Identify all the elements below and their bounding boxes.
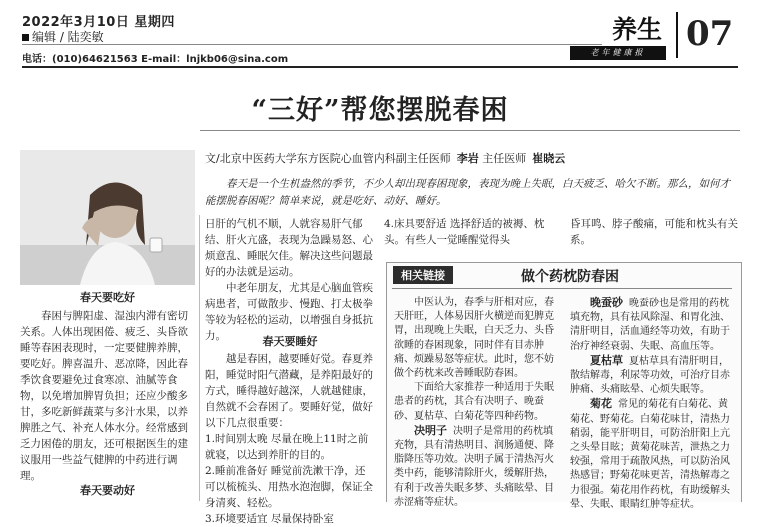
paragraph: 中医认为，春季与肝相对应，春天肝旺，人体易因肝火横逆而犯脾克胃，出现晚上失眠，白天乏力、头昏欲睡的春困现象，同时伴有目赤肿痛、烦躁易怒等症状。此时，您不妨做个药枕来改善睡眠防春困。 xyxy=(394,297,554,380)
herb-name: 菊花 xyxy=(590,397,612,411)
byline-mid: 主任医师 xyxy=(482,152,527,165)
related-link-tag: 相关链接 xyxy=(393,266,453,284)
herb-description: 夏枯草具有清肝明目，散结解毒，利尿等功效，可治疗目赤肿痛、头痛眩晕、心烦失眠等。 xyxy=(570,355,730,396)
issue-date: 2022年3月10日 星期四 xyxy=(22,15,175,30)
author-name-2: 崔晓云 xyxy=(532,152,566,165)
list-item: 2.睡前准备好 睡觉前洗漱干净，还可以梳梳头、用热水泡泡脚，保证全身清爽、轻松。 xyxy=(205,465,373,509)
header-divider xyxy=(22,44,602,45)
sidebar-title: 做个药枕防春困 xyxy=(521,269,619,285)
paragraph xyxy=(570,296,736,354)
square-bullet-icon xyxy=(22,34,29,41)
paragraph: 下面给大家推荐一种适用于失眠患者的药枕，其合有决明子、晚蚕砂、夏枯草、白菊花等四种药物。 xyxy=(394,382,554,422)
lead-paragraph: 春天是一个生机盎然的季节，不少人却出现春困现象，表现为晚上失眠，白天疲乏、哈欠不断。那么，如何才能摆脱春困呢？简单来说，就是吃好、动好、睡好。 xyxy=(205,178,730,207)
column-4-body xyxy=(570,216,740,248)
list-item: 3.环境要适宜 尽量保持卧室 xyxy=(205,513,334,525)
column-2-body xyxy=(205,216,375,344)
herb-name: 决明子 xyxy=(414,423,447,437)
article-photo xyxy=(20,150,195,285)
paragraph xyxy=(570,354,736,398)
article-title: “三好”帮您摆脱春困 xyxy=(251,95,509,126)
paragraph: 越是春困，越要睡好觉。春夏养阳，睡觉时阳气潜藏，是养阳最好的方式，睡得越好越深，人就越健康，自然就不会春困了。要睡好觉，做好以下几点很重要： xyxy=(205,353,373,429)
editor-line xyxy=(22,28,104,45)
heading-exercise-well: 春天要动好 xyxy=(80,484,135,497)
herb-name: 夏枯草 xyxy=(590,353,623,367)
herb-description: 决明子是常用的药枕填充物，具有清热明目、润肠通便、降脂降压等功效。决明子属于清热泻火类中药，能够清除肝火，缓解肝热，有利于改善失眠多梦、头痛眩晕、目赤涩痛等症状。 xyxy=(394,425,554,508)
paragraph xyxy=(394,424,560,510)
paragraph xyxy=(570,397,736,512)
section-subtitle: 老年健康报 xyxy=(570,46,666,60)
list-item: 1.时间别太晚 尽量在晚上11时之前就寝，以达到养肝的目的。 xyxy=(205,433,369,461)
section-name: 养生 xyxy=(611,15,662,44)
list-item: 4.床具要舒适 选择舒适的被褥、枕头。有些人一觉睡醒觉得头 xyxy=(384,218,545,246)
paragraph: 昏耳鸣、脖子酸痛，可能和枕头有关系。 xyxy=(570,218,738,246)
paragraph: 中老年朋友，尤其是心脑血管疾病患者，可做散步、慢跑、打太极拳等较为轻松的运动，以增强自身抵抗力。 xyxy=(205,282,373,342)
byline-prefix: 文/北京中医药大学东方医院心血管内科副主任医师 xyxy=(205,152,451,165)
editor-name: 编辑 / 陆奕敏 xyxy=(32,30,104,44)
section-brand xyxy=(570,10,670,58)
title-divider xyxy=(200,130,740,131)
byline xyxy=(205,150,565,166)
sidebar-right-column xyxy=(570,296,736,512)
paragraph: 日肝的气机不顺，人就容易肝气郁结、肝火亢盛，表现为急躁易怒、心烦意乱、睡眠欠佳。解决这些问题最好的办法就是运动。 xyxy=(205,218,373,278)
sidebar-divider xyxy=(392,288,732,289)
herb-description: 常见的菊花有白菊花、黄菊花、野菊花。白菊花味甘，清热力稍弱，能平肝明目，可防治肝阳上亢之头晕目眩；黄菊花味苦，泄热之力较强，常用于疏散风热，可以防治风热感冒；野菊花味更苦，清热解毒之力很强。菊花用作药枕，有助缓解头晕、失眠、眼睛红肿等症状。 xyxy=(570,399,730,510)
column-divider xyxy=(199,215,200,501)
column-3-body xyxy=(384,216,559,248)
page-number-box xyxy=(676,12,738,58)
heading-eat-well: 春天要吃好 xyxy=(80,291,135,304)
column-1-body xyxy=(20,308,195,484)
sidebar-left-column xyxy=(394,296,560,510)
contact-line: 电话：(010)64621563 E-mail：lnjkb06@sina.com xyxy=(22,54,289,65)
herb-name: 晚蚕砂 xyxy=(590,296,623,309)
heading-sleep-well: 春天要睡好 xyxy=(262,335,318,348)
paragraph: 春困与脾阳虚、湿浊内滞有密切关系。人体出现困倦、疲乏、头昏欲睡等春困表现时，一定要健脾养脾，要吃好。脾喜温升、恶凉降，因此春季饮食要避免过食寒凉、油腻等食物，以免增加脾胃负担；还应少酸多甘，多吃新鲜蔬菜与多汁水果，以养脾胜之气、补充人体水分。经常感到乏力困倦的朋友，还可根据医生的建议服用一些益气健脾的中药进行调理。 xyxy=(20,310,188,482)
page-number: 07 xyxy=(686,14,734,54)
header-rule xyxy=(22,66,738,68)
herb-description: 晚蚕砂也是常用的药枕填充物，具有祛风除湿、和胃化浊、清肝明目，活血通经等功效，有助于治疗神经衰弱、失眠、高血压等。 xyxy=(570,298,730,352)
tired-woman-illustration xyxy=(20,150,195,285)
author-name-1: 李岩 xyxy=(456,152,479,165)
